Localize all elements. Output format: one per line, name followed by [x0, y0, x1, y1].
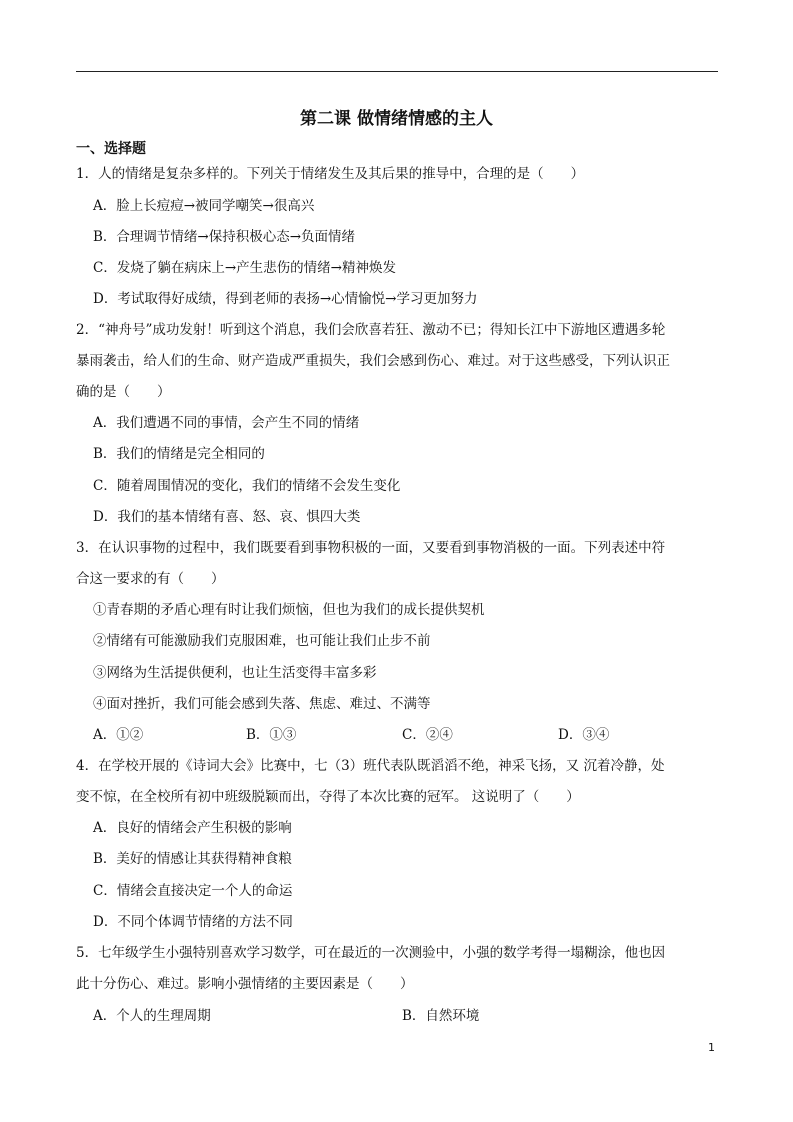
option-d: D．③④	[558, 727, 610, 743]
option-b: B．自然环境	[402, 1008, 480, 1024]
question-stem-line: 暴雨袭击，给人们的生命、财产造成严重损失，我们会感到伤心、难过。对于这些感受，下列认识正	[76, 353, 670, 369]
header-rule	[76, 71, 718, 72]
question-stem-line: 合这一要求的有（ ）	[76, 571, 225, 587]
option-a: A．脸上长痘痘→被同学嘲笑→很高兴	[93, 198, 315, 214]
page-title: 第二课 做情绪情感的主人	[300, 109, 493, 129]
option-b: B．美好的情感让其获得精神食粮	[93, 851, 292, 867]
option-c: C．发烧了躺在病床上→产生悲伤的情绪→精神焕发	[93, 260, 396, 276]
option-b: B．我们的情绪是完全相同的	[93, 446, 265, 462]
question-stem-line: 确的是（ ）	[76, 384, 171, 400]
option-c: C．②④	[402, 727, 453, 743]
statement-1: ①青春期的矛盾心理有时让我们烦恼，但也为我们的成长提供契机	[93, 602, 485, 618]
option-a: A．我们遭遇不同的事情，会产生不同的情绪	[93, 415, 360, 431]
statement-2: ②情绪有可能激励我们克服困难，也可能让我们止步不前	[93, 633, 431, 649]
page-number: 1	[708, 1041, 715, 1054]
option-a: A．①②	[93, 727, 144, 743]
question-stem-line: 3．在认识事物的过程中，我们既要看到事物积极的一面，又要看到事物消极的一面。下列表述中符	[76, 540, 666, 556]
option-b: B．合理调节情绪→保持积极心态→负面情绪	[93, 229, 356, 245]
statement-3: ③网络为生活提供便利，也让生活变得丰富多彩	[93, 665, 377, 681]
option-c: C．随着周围情况的变化，我们的情绪不会发生变化	[93, 478, 401, 494]
question-stem-line: 2．“神舟号”成功发射！听到这个消息，我们会欣喜若狂、激动不已；得知长江中下游地区遭遇多轮	[76, 322, 666, 338]
option-d: D．我们的基本情绪有喜、怒、哀、惧四大类	[93, 509, 361, 525]
section-heading: 一、选择题	[76, 141, 146, 157]
option-d: D．考试取得好成绩，得到老师的表扬→心情愉悦→学习更加努力	[93, 291, 478, 307]
option-b: B．①③	[246, 727, 297, 743]
option-d: D．不同个体调节情绪的方法不同	[93, 914, 293, 930]
option-a: A．个人的生理周期	[93, 1008, 211, 1024]
option-a: A．良好的情绪会产生积极的影响	[93, 820, 292, 836]
question-stem-line: 1．人的情绪是复杂多样的。下列关于情绪发生及其后果的推导中，合理的是（ ）	[76, 166, 585, 182]
question-stem-line: 5．七年级学生小强特别喜欢学习数学，可在最近的一次测验中，小强的数学考得一塌糊涂，他也因	[76, 945, 666, 961]
question-stem-line: 4．在学校开展的《诗词大会》比赛中，七（3）班代表队既滔滔不绝，神采飞扬，又 沉着冷静，处	[76, 758, 665, 774]
question-stem-line: 此十分伤心、难过。影响小强情绪的主要因素是（ ）	[76, 976, 414, 992]
question-stem-line: 变不惊，在全校所有初中班级脱颖而出，夺得了本次比赛的冠军。 这说明了（ ）	[76, 789, 580, 805]
statement-4: ④面对挫折，我们可能会感到失落、焦虑、难过、不满等	[93, 696, 431, 712]
option-c: C．情绪会直接决定一个人的命运	[93, 883, 293, 899]
